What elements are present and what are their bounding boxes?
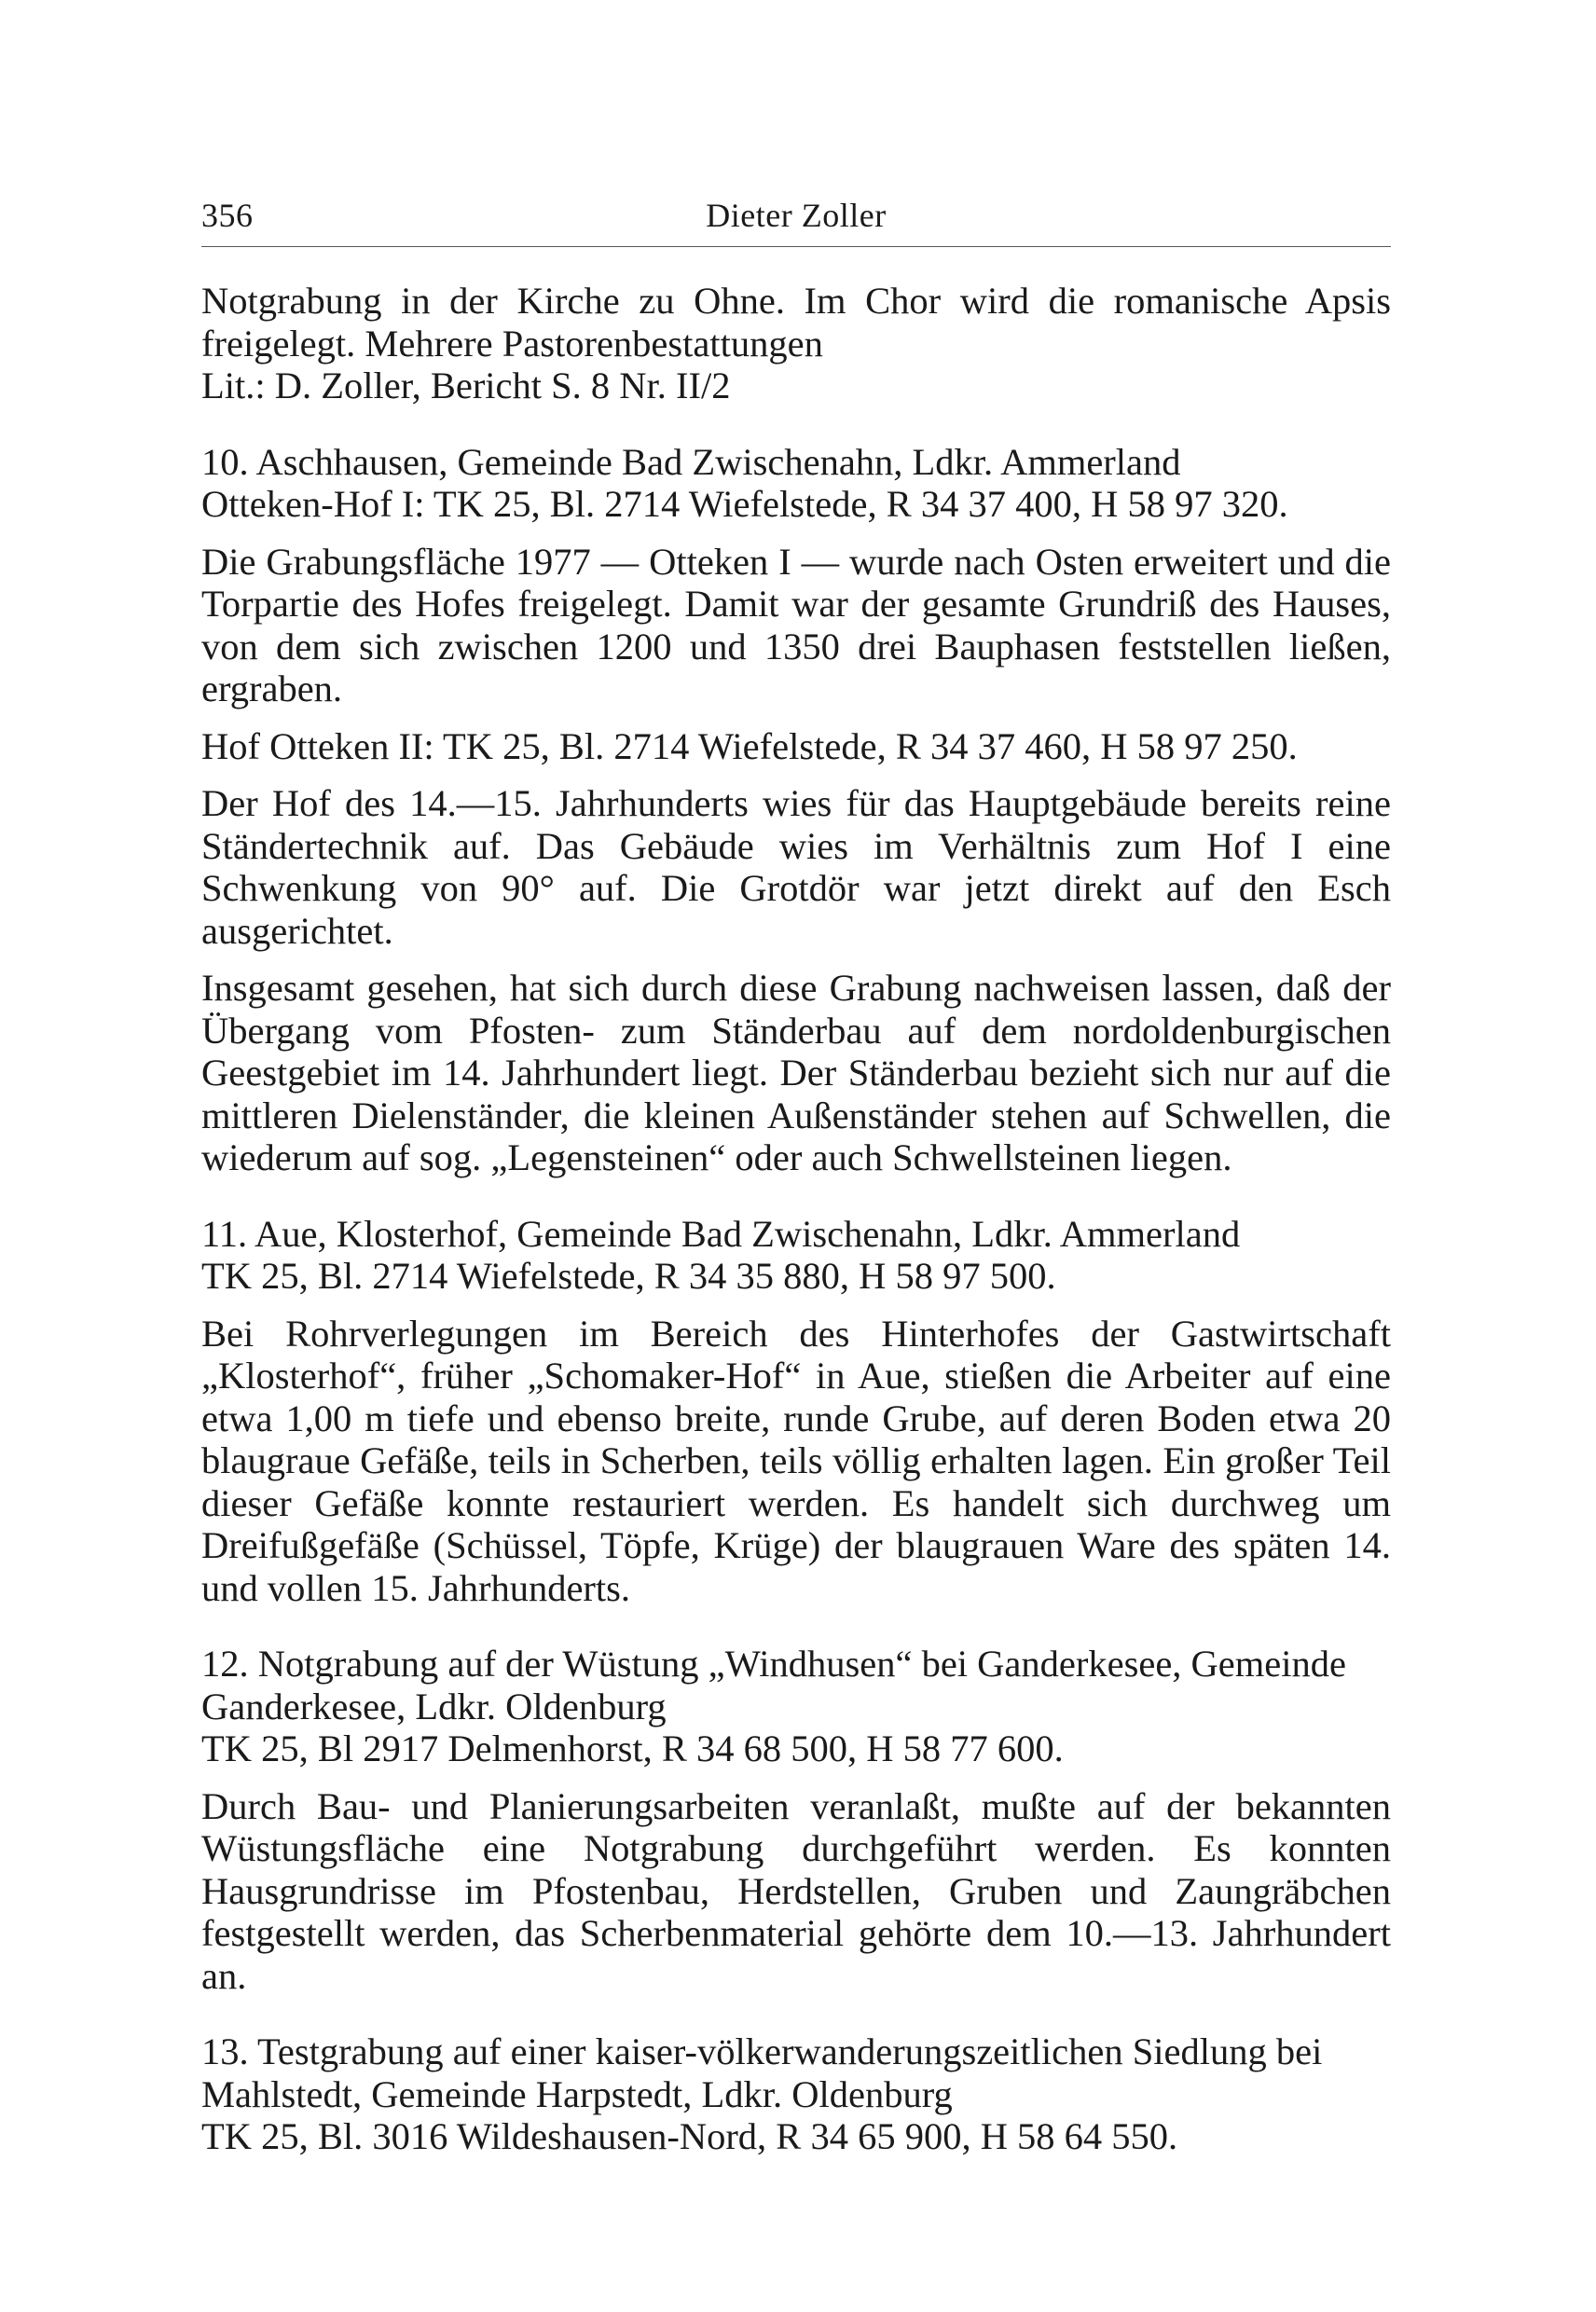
- running-head-author: Dieter Zoller: [706, 197, 887, 234]
- main-text: [201, 280, 1391, 2158]
- entry-12-location: TK 25, Bl 2917 Delmenhorst, R 34 68 500, H 58 77 600.: [201, 1727, 1064, 1769]
- entry-12-title: 12. Notgrabung auf der Wüstung „Windhusen“ bei Ganderkesee, Gemeinde Ganderkesee, Ldkr. Oldenburg: [201, 1643, 1346, 1727]
- entry-13-title: 13. Testgrabung auf einer kaiser-völkerwanderungszeitlichen Siedlung bei Mahlstedt, Gemeinde Harpstedt, Ldkr. Oldenburg: [201, 2030, 1323, 2115]
- entry-10-location: Otteken-Hof I: TK 25, Bl. 2714 Wiefelstede, R 34 37 400, H 58 97 320.: [201, 483, 1288, 525]
- entry-11-location: TK 25, Bl. 2714 Wiefelstede, R 34 35 880, H 58 97 500.: [201, 1255, 1056, 1297]
- intro-paragraph: Notgrabung in der Kirche zu Ohne. Im Chor wird die romanische Apsis freigelegt. Mehrere Pastorenbestattungen: [201, 280, 1391, 365]
- entry-11-paragraph-1: Bei Rohrverlegungen im Bereich des Hinterhofes der Gastwirtschaft „Klosterhof“, früher „Schomaker-Hof“ in Aue, stießen die Arbeiter auf eine etwa 1,00 m tiefe und ebenso breite, runde Grube, auf deren Boden etwa 20 blaugraue Gefäße, teils in Scherben, teils völlig erhalten lagen. Ein großer Teil dieser Gefäße konnte restauriert werden. Es handelt sich durchweg um Dreifußgefäße (Schüssel, Töpfe, Krüge) der blaugrauen Ware des späten 14. und vollen 15. Jahrhunderts.: [201, 1312, 1391, 1609]
- entry-10-paragraph-1: Die Grabungsfläche 1977 — Otteken I — wurde nach Osten erweitert und die Torpartie des Hofes freigelegt. Damit war der gesamte Grundriß des Hauses, von dem sich zwischen 1200 und 1350 drei Bauphasen feststellen ließen, ergraben.: [201, 540, 1391, 709]
- intro-literature: Lit.: D. Zoller, Bericht S. 8 Nr. II/2: [201, 365, 731, 406]
- entry-11-title: 11. Aue, Klosterhof, Gemeinde Bad Zwischenahn, Ldkr. Ammerland: [201, 1212, 1241, 1255]
- running-header: [201, 196, 1391, 242]
- entry-10-location-2: Hof Otteken II: TK 25, Bl. 2714 Wiefelstede, R 34 37 460, H 58 97 250.: [201, 724, 1298, 767]
- entry-10-title: 10. Aschhausen, Gemeinde Bad Zwischenahn, Ldkr. Ammerland: [201, 440, 1181, 483]
- entry-10-paragraph-3: Insgesamt gesehen, hat sich durch diese Grabung nachweisen lassen, daß der Übergang vom Pfosten- zum Ständerbau auf dem nordoldenburgischen Geestgebiet im 14. Jahrhundert liegt. Der Ständerbau bezieht sich nur auf die mittleren Dielenständer, die kleinen Außenständer stehen auf Schwellen, die wiederum auf sog. „Legensteinen“ oder auch Schwellsteinen liegen.: [201, 967, 1391, 1178]
- header-rule: [201, 246, 1391, 247]
- page-number: 356: [201, 197, 254, 234]
- entry-12-paragraph-1: Durch Bau- und Planierungsarbeiten veranlaßt, mußte auf der bekannten Wüstungsfläche eine Notgrabung durchgeführt werden. Es konnten Hausgrundrisse im Pfostenbau, Herdstellen, Gruben und Zaungräbchen festgestellt werden, das Scherbenmaterial gehörte dem 10.—13. Jahrhundert an.: [201, 1784, 1391, 1997]
- entry-13-location: TK 25, Bl. 3016 Wildeshausen-Nord, R 34 65 900, H 58 64 550.: [201, 2115, 1178, 2157]
- entry-10-paragraph-2: Der Hof des 14.—15. Jahrhunderts wies für das Hauptgebäude bereits reine Ständertechnik auf. Das Gebäude wies im Verhältnis zum Hof I eine Schwenkung von 90° auf. Die Grotdör war jetzt direkt auf den Esch ausgerichtet.: [201, 782, 1391, 952]
